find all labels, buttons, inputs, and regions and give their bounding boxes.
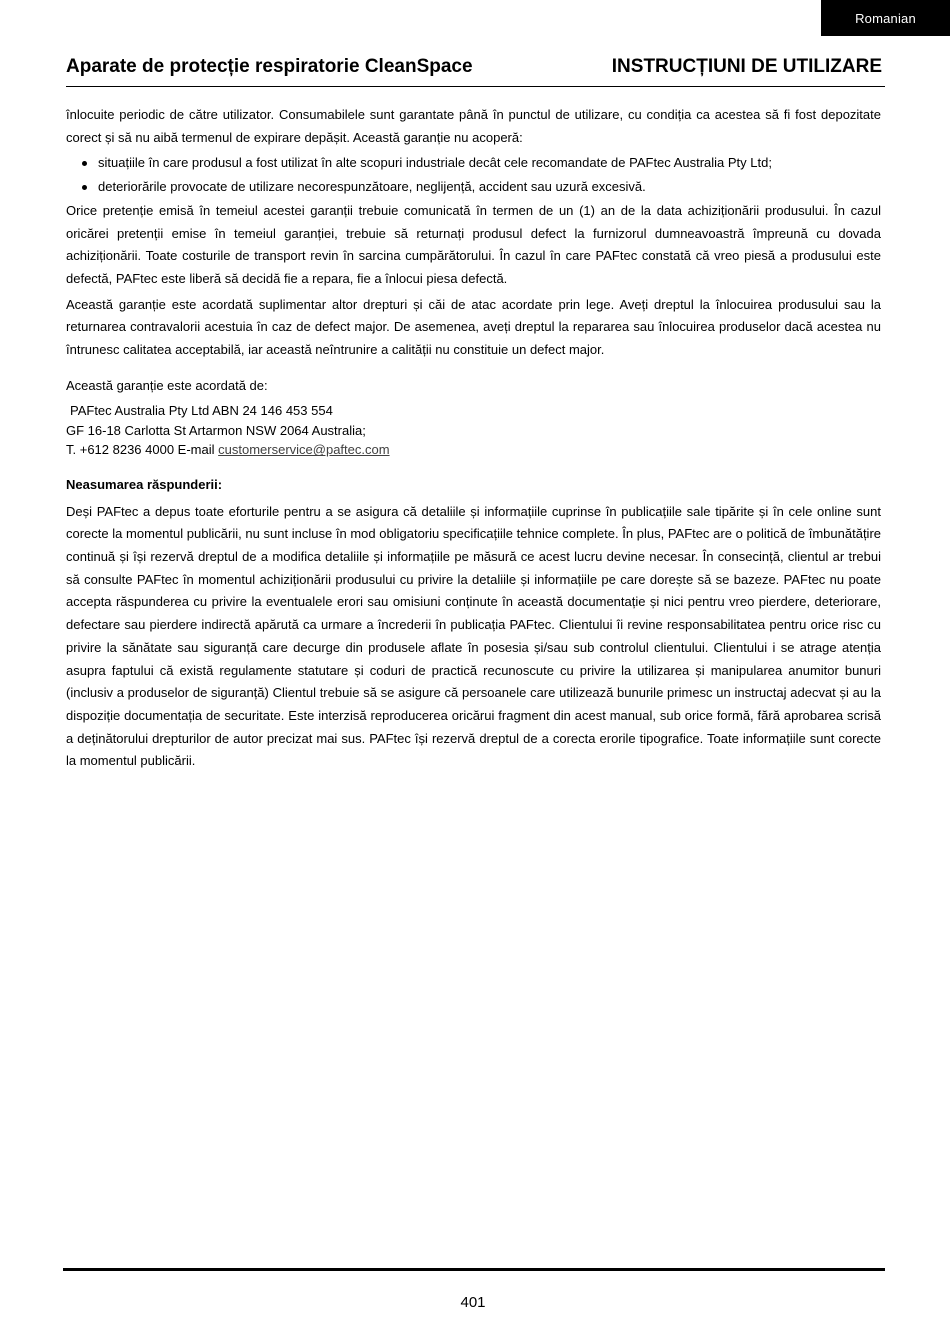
bullet-icon xyxy=(82,161,87,166)
main-content xyxy=(66,104,881,776)
email-link[interactable]: customerservice@paftec.com xyxy=(218,442,390,458)
rights-paragraph: Această garanție este acordată suplimentar altor drepturi și căi de atac acordate prin lege. Aveți dreptul la înlocuirea produsului sau la returnarea contravalorii acestuia în caz de defect major. De asemenea, aveți dreptul la repararea sau înlocuirea produselor dacă acestea nu întrunesc calitatea acceptabilă, iar această neîntrunire a calității nu constituie un defect major. xyxy=(66,296,881,358)
company-address xyxy=(66,401,881,460)
list-item-text: deteriorările provocate de utilizare necorespunzătoare, neglijență, accident sau uzură excesivă. xyxy=(98,179,646,195)
claims-paragraph: Orice pretenție emisă în temeiul acestei garanții trebuie comunicată în termen de un (1) an de la data achiziționării produsului. În cazul oricărei pretenții emise în temeiul garanției, trebuie să returnați produsul defect la furnizorul dumneavoastră împreună cu dovada achiziționării. Toate costurile de transport revin în sarcina cumpărătorului. În cazul în care PAFtec constată că vreo piesă a produsului este defectă, PAFtec este liberă să decidă fie a repara, fie a înlocui piesa defectă. xyxy=(66,202,881,286)
footer-divider xyxy=(63,1268,885,1271)
page-number: 401 xyxy=(460,1294,486,1311)
company-name: PAFtec Australia Pty Ltd ABN 24 146 453 554 xyxy=(70,403,333,419)
list-item xyxy=(66,152,881,175)
disclaimer-paragraph: Deși PAFtec a depus toate eforturile pentru a se asigura că detaliile și informațiile cuprinse în publicațiile sale tipărite și în cele online sunt corecte la momentul publicării, nu sunt incluse în mod obligatoriu specificațiile tehnice complete. În plus, PAFtec are o politică de îmbunătățire continuă și își rezervă dreptul de a modifica detaliile și informațiile pe măsură ce acest lucru devine necesar. În consecință, clientul ar trebui să consulte PAFtec în momentul achiziționării produsului cu privire la detaliile și informațiile pe care dorește să se bazeze. PAFtec nu poate accepta răspunderea cu privire la eventualele erori sau omisiuni conținute în această documentație și nici pentru vreo pierdere, deteriorare, defectare sau pierdere indirectă apărută ca urmare a încrederii în publicația PAFtec. Clientului îi revine responsabilitatea pentru orice risc cu privire la sănătate sau siguranță care decurge din produsele aflate în posesia și/sau sub controlul clientului. Clientului i se atrage atenția asupra faptului că există regulamente statutare și coduri de practică recunoscute cu privire la utilizarea și manipularea anumitor bunuri (inclusiv a produselor de siguranță) Clientul trebuie să se asigure că persoanele care utilizează bunurile primesc un instructaj adecvat și au la dispoziție documentația de securitate. Este interzisă reproducerea oricărui fragment din acest manual, sub orice formă, fără aprobarea scrisă a deținătorului drepturilor de autor precizat mai sus. PAFtec își rezervă dreptul de a corecta erorile tipografice. Toate informațiile sunt corecte la momentul publicării. xyxy=(66,503,881,769)
document-title: Aparate de protecție respiratorie CleanSpace xyxy=(66,56,473,77)
disclaimer-heading: Neasumarea răspunderii: xyxy=(66,476,223,492)
warranty-provider-label: Această garanție este acordată de: xyxy=(66,377,268,393)
language-tab: Romanian xyxy=(821,0,950,36)
company-contact xyxy=(66,440,881,460)
contact-phone: T. +612 8236 4000 E-mail xyxy=(66,442,219,458)
company-street: GF 16-18 Carlotta St Artarmon NSW 2064 Australia; xyxy=(66,422,366,438)
exclusions-list xyxy=(66,152,881,198)
list-item xyxy=(66,176,881,199)
section-title: INSTRUCȚIUNI DE UTILIZARE xyxy=(611,56,882,77)
warranty-intro-paragraph: înlocuite periodic de către utilizator. Consumabilele sunt garantate până în punctul de utilizare, cu condiția ca acestea să fi fost depozitate corect și să nu aibă termenul de expirare depășit. Această garanție nu acoperă: xyxy=(66,107,881,145)
page-header xyxy=(66,56,885,87)
bullet-icon xyxy=(82,185,87,190)
list-item-text: situațiile în care produsul a fost utilizat în alte scopuri industriale decât cele recomandate de PAFtec Australia Pty Ltd; xyxy=(98,155,772,171)
